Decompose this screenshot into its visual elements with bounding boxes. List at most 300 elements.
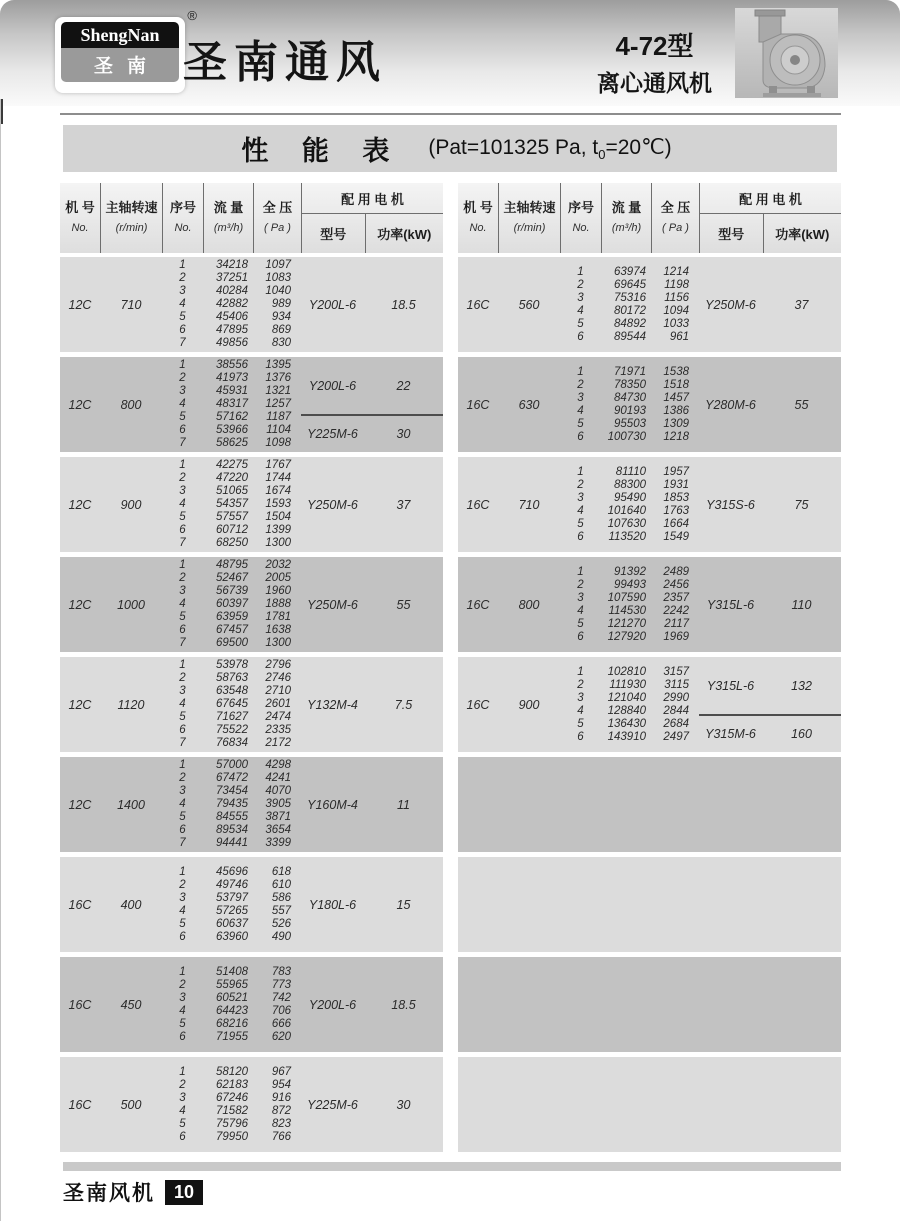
pressure-column bbox=[253, 357, 301, 452]
pressure-value: 2990 bbox=[663, 691, 689, 704]
motor-column bbox=[301, 557, 443, 652]
pressure-column bbox=[253, 557, 301, 652]
seq-value: 6 bbox=[179, 930, 186, 943]
pressure-value: 3654 bbox=[265, 824, 291, 836]
pressure-column bbox=[253, 657, 301, 752]
flow-value: 75522 bbox=[216, 724, 248, 736]
flow-value: 79435 bbox=[216, 798, 248, 810]
fan-data-block bbox=[458, 657, 841, 752]
flow-value: 67645 bbox=[216, 698, 248, 710]
seq-value: 4 bbox=[577, 304, 584, 317]
seq-value: 5 bbox=[179, 811, 186, 823]
seq-value: 2 bbox=[179, 472, 186, 484]
machine-no-cell: 16C bbox=[466, 297, 490, 312]
condition-suffix: =20℃) bbox=[605, 135, 672, 159]
motor-model: Y315S-6 bbox=[706, 497, 755, 512]
seq-value: 7 bbox=[179, 837, 186, 849]
seq-value: 3 bbox=[577, 591, 584, 604]
machine-no-cell: 12C bbox=[68, 597, 92, 612]
fan-product-image bbox=[735, 8, 838, 98]
seq-value: 3 bbox=[179, 685, 186, 697]
seq-value: 6 bbox=[179, 1130, 186, 1143]
flow-value: 38556 bbox=[216, 359, 248, 371]
motor-power: 160 bbox=[791, 727, 812, 741]
flow-value: 60637 bbox=[216, 917, 248, 930]
pressure-value: 4241 bbox=[265, 772, 291, 784]
machine-no-cell: 16C bbox=[68, 1097, 92, 1112]
motor-column bbox=[699, 457, 841, 552]
seq-value: 2 bbox=[577, 278, 584, 291]
table-title: 性 能 表 bbox=[241, 136, 403, 166]
pressure-value: 1214 bbox=[663, 265, 689, 278]
flow-value: 75316 bbox=[614, 291, 646, 304]
empty-block bbox=[458, 1057, 841, 1152]
seq-value: 5 bbox=[577, 617, 584, 630]
machine-no-cell: 16C bbox=[466, 497, 490, 512]
fan-data-block bbox=[60, 757, 443, 852]
speed-cell: 710 bbox=[518, 497, 540, 512]
machine-no-cell: 12C bbox=[68, 297, 92, 312]
pressure-value: 1094 bbox=[663, 304, 689, 317]
speed-cell: 1400 bbox=[117, 797, 145, 812]
flow-column bbox=[203, 757, 253, 852]
header-motor bbox=[301, 183, 443, 253]
pressure-value: 1257 bbox=[265, 398, 291, 410]
motor-model: Y315L-6 bbox=[706, 597, 755, 612]
pressure-value: 1386 bbox=[663, 404, 689, 417]
motor-model: Y200L-6 bbox=[308, 997, 357, 1012]
seq-value: 1 bbox=[577, 265, 584, 278]
seq-value: 3 bbox=[179, 385, 186, 397]
pressure-value: 773 bbox=[271, 978, 291, 991]
pressure-value: 2601 bbox=[265, 698, 291, 710]
seq-value: 3 bbox=[179, 485, 186, 497]
flow-value: 90193 bbox=[614, 404, 646, 417]
motor-cell bbox=[699, 357, 841, 452]
flow-column bbox=[601, 657, 651, 752]
flow-value: 37251 bbox=[216, 272, 248, 284]
motor-model: Y225M-6 bbox=[307, 1097, 358, 1112]
product-model-info bbox=[597, 26, 712, 98]
pressure-value: 4298 bbox=[265, 759, 291, 771]
seq-column bbox=[560, 257, 601, 352]
flow-value: 113520 bbox=[608, 530, 646, 543]
flow-value: 64423 bbox=[216, 1004, 248, 1017]
header-motor-subrow bbox=[700, 214, 841, 253]
seq-value: 2 bbox=[179, 672, 186, 684]
speed-cell: 710 bbox=[120, 297, 142, 312]
flow-value: 47220 bbox=[216, 472, 248, 484]
flow-value: 81110 bbox=[615, 465, 646, 478]
motor-model: Y280M-6 bbox=[705, 397, 756, 412]
flow-value: 80172 bbox=[614, 304, 646, 317]
pressure-value: 2497 bbox=[663, 730, 689, 743]
pressure-value: 2489 bbox=[663, 565, 689, 578]
seq-column bbox=[162, 857, 203, 952]
pressure-value: 1593 bbox=[265, 498, 291, 510]
motor-power: 55 bbox=[396, 597, 411, 612]
pressure-value: 1518 bbox=[663, 378, 689, 391]
motor-model: Y180L-6 bbox=[308, 897, 357, 912]
flow-value: 55965 bbox=[216, 978, 248, 991]
header-seq-cn: 序号 bbox=[169, 200, 196, 215]
speed-cell: 800 bbox=[518, 597, 540, 612]
seq-value: 2 bbox=[577, 478, 584, 491]
motor-column bbox=[301, 657, 443, 752]
flow-value: 107630 bbox=[607, 517, 646, 530]
pressure-value: 1309 bbox=[663, 417, 689, 430]
motor-model: Y200L-6 bbox=[308, 297, 357, 312]
seq-value: 6 bbox=[179, 824, 186, 836]
seq-value: 3 bbox=[179, 891, 186, 904]
pressure-value: 2684 bbox=[663, 717, 689, 730]
motor-model: Y200L-6 bbox=[308, 378, 357, 393]
seq-value: 7 bbox=[179, 537, 186, 549]
seq-column bbox=[162, 457, 203, 552]
seq-value: 7 bbox=[179, 737, 186, 749]
flow-column bbox=[203, 357, 253, 452]
seq-value: 7 bbox=[179, 437, 186, 449]
pressure-value: 2357 bbox=[663, 591, 689, 604]
seq-value: 4 bbox=[179, 798, 186, 810]
seq-value: 6 bbox=[179, 424, 186, 436]
motor-cell bbox=[301, 257, 443, 352]
pressure-value: 869 bbox=[271, 324, 291, 336]
seq-column bbox=[560, 357, 601, 452]
flow-value: 71955 bbox=[216, 1030, 248, 1043]
pressure-value: 1744 bbox=[265, 472, 291, 484]
empty-block bbox=[458, 857, 841, 952]
seq-value: 3 bbox=[577, 691, 584, 704]
motor-power: 110 bbox=[791, 597, 812, 612]
motor-power: 15 bbox=[396, 897, 411, 912]
flow-value: 58625 bbox=[216, 437, 248, 449]
seq-value: 2 bbox=[179, 572, 186, 584]
header-seq-sub: No. bbox=[572, 222, 590, 234]
pressure-value: 557 bbox=[271, 904, 291, 917]
flow-value: 84892 bbox=[614, 317, 646, 330]
pressure-value: 2456 bbox=[663, 578, 689, 591]
pressure-column bbox=[253, 957, 301, 1052]
pressure-value: 2172 bbox=[265, 737, 291, 749]
flow-column bbox=[203, 557, 253, 652]
flow-value: 53966 bbox=[216, 424, 248, 436]
seq-column bbox=[162, 557, 203, 652]
seq-value: 6 bbox=[179, 724, 186, 736]
header-machine-no bbox=[458, 183, 498, 253]
pressure-value: 3157 bbox=[663, 665, 689, 678]
seq-column bbox=[560, 657, 601, 752]
seq-column bbox=[162, 757, 203, 852]
flow-column bbox=[203, 257, 253, 352]
flow-value: 41973 bbox=[216, 372, 248, 384]
pressure-value: 961 bbox=[669, 330, 689, 343]
fan-data-block bbox=[60, 657, 443, 752]
header-flow-cn: 流 量 bbox=[213, 200, 244, 215]
seq-value: 2 bbox=[179, 272, 186, 284]
flow-column bbox=[601, 557, 651, 652]
flow-value: 51065 bbox=[216, 485, 248, 497]
header-pressure bbox=[651, 183, 699, 253]
pressure-value: 1300 bbox=[265, 537, 291, 549]
pressure-column bbox=[651, 457, 699, 552]
flow-value: 67472 bbox=[216, 772, 248, 784]
centrifugal-fan-illustration bbox=[735, 8, 838, 98]
pressure-value: 610 bbox=[271, 878, 291, 891]
seq-value: 5 bbox=[179, 1117, 186, 1130]
pressure-value: 1399 bbox=[265, 524, 291, 536]
motor-cell bbox=[699, 457, 841, 552]
motor-model: Y250M-6 bbox=[705, 297, 756, 312]
motor-power: 11 bbox=[397, 797, 410, 812]
flow-value: 40284 bbox=[216, 285, 248, 297]
pressure-value: 783 bbox=[271, 965, 291, 978]
header-motor-power: 功率(kW) bbox=[763, 214, 841, 253]
seq-value: 5 bbox=[577, 717, 584, 730]
header-flow bbox=[203, 183, 253, 253]
flow-value: 71582 bbox=[216, 1104, 248, 1117]
machine-no-cell: 16C bbox=[466, 397, 490, 412]
pressure-value: 1853 bbox=[663, 491, 689, 504]
motor-cell bbox=[301, 1057, 443, 1152]
flow-value: 57162 bbox=[216, 411, 248, 423]
header-motor-model: 型号 bbox=[718, 227, 745, 242]
flow-value: 127920 bbox=[607, 630, 646, 643]
seq-value: 4 bbox=[179, 698, 186, 710]
seq-value: 6 bbox=[577, 530, 584, 543]
logo-brand-cn: 圣南 bbox=[61, 48, 179, 82]
flow-value: 49856 bbox=[216, 337, 248, 349]
pressure-value: 1156 bbox=[664, 291, 689, 304]
flow-value: 76834 bbox=[216, 737, 248, 749]
seq-value: 4 bbox=[179, 298, 186, 310]
seq-value: 5 bbox=[179, 511, 186, 523]
performance-table-title-bar bbox=[63, 125, 837, 172]
pressure-value: 1664 bbox=[663, 517, 689, 530]
seq-column bbox=[162, 957, 203, 1052]
motor-column bbox=[301, 957, 443, 1052]
flow-value: 47895 bbox=[216, 324, 248, 336]
seq-value: 7 bbox=[179, 637, 186, 649]
flow-value: 57000 bbox=[216, 759, 248, 771]
header-shaft-speed bbox=[498, 183, 560, 253]
flow-value: 101640 bbox=[607, 504, 646, 517]
motor-cell bbox=[301, 757, 443, 852]
pressure-value: 1198 bbox=[664, 278, 689, 291]
flow-value: 88300 bbox=[614, 478, 646, 491]
table-body-left bbox=[60, 257, 443, 1152]
header-machine-sub: No. bbox=[71, 222, 89, 234]
header-flow-sub: (m³/h) bbox=[611, 222, 642, 234]
fan-data-block bbox=[60, 957, 443, 1052]
machine-no-cell: 16C bbox=[68, 897, 92, 912]
motor-power: 7.5 bbox=[394, 697, 413, 712]
flow-value: 56739 bbox=[216, 585, 248, 597]
machine-no-cell: 16C bbox=[68, 997, 92, 1012]
pressure-value: 1888 bbox=[265, 598, 291, 610]
pressure-value: 916 bbox=[271, 1091, 291, 1104]
seq-value: 4 bbox=[577, 704, 584, 717]
motor-column bbox=[301, 357, 443, 452]
pressure-value: 2710 bbox=[265, 685, 291, 697]
motor-power: 132 bbox=[791, 678, 812, 693]
seq-value: 5 bbox=[179, 611, 186, 623]
pressure-value: 742 bbox=[271, 991, 291, 1004]
flow-value: 114530 bbox=[608, 604, 646, 617]
pressure-value: 1960 bbox=[265, 585, 291, 597]
seq-value: 5 bbox=[179, 311, 186, 323]
seq-value: 2 bbox=[577, 678, 584, 691]
seq-value: 1 bbox=[179, 759, 186, 771]
pressure-value: 2844 bbox=[663, 704, 689, 717]
motor-cell bbox=[301, 857, 443, 952]
seq-value: 6 bbox=[179, 624, 186, 636]
fan-data-block bbox=[458, 457, 841, 552]
flow-value: 71971 bbox=[614, 365, 646, 378]
flow-value: 67246 bbox=[216, 1091, 248, 1104]
header-pressure bbox=[253, 183, 301, 253]
flow-value: 45406 bbox=[216, 311, 248, 323]
seq-value: 1 bbox=[179, 359, 186, 371]
pressure-value: 526 bbox=[271, 917, 291, 930]
pressure-value: 1083 bbox=[265, 272, 291, 284]
header-flow-cn: 流 量 bbox=[611, 200, 642, 215]
pressure-value: 706 bbox=[271, 1004, 291, 1017]
flow-value: 84730 bbox=[614, 391, 646, 404]
pressure-value: 872 bbox=[271, 1104, 291, 1117]
pressure-value: 4070 bbox=[265, 785, 291, 797]
seq-value: 4 bbox=[179, 598, 186, 610]
pressure-value: 967 bbox=[271, 1065, 291, 1078]
header-seq-no bbox=[560, 183, 601, 253]
flow-value: 89534 bbox=[216, 824, 248, 836]
motor-power: 37 bbox=[396, 497, 411, 512]
header-pressure-sub: ( Pa ) bbox=[264, 222, 291, 234]
motor-model: Y225M-6 bbox=[307, 427, 358, 441]
motor-cell bbox=[699, 557, 841, 652]
machine-no-cell: 16C bbox=[466, 597, 490, 612]
speed-cell: 560 bbox=[518, 297, 540, 312]
speed-cell: 1120 bbox=[117, 697, 145, 712]
seq-value: 6 bbox=[179, 524, 186, 536]
seq-value: 5 bbox=[179, 711, 186, 723]
flow-value: 45696 bbox=[216, 865, 248, 878]
header-motor-model: 型号 bbox=[320, 227, 347, 242]
performance-tables bbox=[60, 183, 841, 1157]
header-seq-sub: No. bbox=[174, 222, 192, 234]
seq-value: 4 bbox=[577, 504, 584, 517]
seq-value: 2 bbox=[179, 878, 186, 891]
pressure-column bbox=[253, 1057, 301, 1152]
header-machine-cn: 机 号 bbox=[65, 200, 95, 215]
seq-value: 1 bbox=[577, 565, 584, 578]
fan-data-block bbox=[458, 357, 841, 452]
table-header-row bbox=[60, 183, 443, 253]
flow-value: 84555 bbox=[216, 811, 248, 823]
pressure-value: 1538 bbox=[663, 365, 689, 378]
flow-value: 42275 bbox=[216, 459, 248, 471]
pressure-value: 1638 bbox=[265, 624, 291, 636]
flow-value: 49746 bbox=[216, 878, 248, 891]
flow-value: 48795 bbox=[216, 559, 248, 571]
model-type: 离心通风机 bbox=[597, 70, 712, 96]
pressure-value: 1457 bbox=[663, 391, 689, 404]
motor-column bbox=[301, 757, 443, 852]
flow-column bbox=[203, 1057, 253, 1152]
performance-table-left bbox=[60, 183, 443, 1157]
pressure-value: 2474 bbox=[265, 711, 291, 723]
flow-column bbox=[601, 457, 651, 552]
flow-value: 95503 bbox=[614, 417, 646, 430]
table-body-right bbox=[458, 257, 841, 1152]
pressure-value: 3871 bbox=[265, 811, 291, 823]
motor-column bbox=[699, 657, 841, 752]
flow-column bbox=[203, 657, 253, 752]
seq-value: 5 bbox=[179, 917, 186, 930]
pressure-value: 1187 bbox=[266, 411, 291, 423]
fan-data-block bbox=[458, 257, 841, 352]
pressure-value: 1321 bbox=[265, 385, 291, 397]
flow-value: 52467 bbox=[216, 572, 248, 584]
motor-power: 18.5 bbox=[391, 997, 416, 1012]
flow-value: 99493 bbox=[614, 578, 646, 591]
pressure-value: 1395 bbox=[265, 359, 291, 371]
motor-column bbox=[301, 1057, 443, 1152]
flow-value: 60397 bbox=[216, 598, 248, 610]
flow-value: 121040 bbox=[607, 691, 646, 704]
model-number: 4-72型 bbox=[615, 31, 694, 61]
fan-data-block bbox=[60, 1057, 443, 1152]
motor-cell bbox=[301, 457, 443, 552]
flow-value: 63959 bbox=[216, 611, 248, 623]
motor-power: 22 bbox=[396, 378, 411, 393]
pressure-value: 1040 bbox=[265, 285, 291, 297]
header-motor-subrow bbox=[302, 214, 443, 253]
motor-power: 37 bbox=[794, 297, 809, 312]
flow-value: 54357 bbox=[216, 498, 248, 510]
flow-value: 143910 bbox=[607, 730, 646, 743]
flow-value: 107590 bbox=[607, 591, 646, 604]
condition-subscript: 0 bbox=[598, 147, 606, 163]
seq-value: 3 bbox=[179, 1091, 186, 1104]
seq-value: 3 bbox=[179, 785, 186, 797]
pressure-value: 2796 bbox=[265, 659, 291, 671]
machine-no-cell: 16C bbox=[466, 697, 490, 712]
pressure-value: 1674 bbox=[265, 485, 291, 497]
seq-value: 3 bbox=[577, 391, 584, 404]
header-shaft-speed bbox=[100, 183, 162, 253]
flow-value: 136430 bbox=[607, 717, 646, 730]
flow-value: 53797 bbox=[216, 891, 248, 904]
pressure-column bbox=[651, 357, 699, 452]
pressure-value: 3115 bbox=[664, 678, 689, 691]
company-title: 圣南通风 bbox=[183, 38, 387, 87]
flow-value: 69645 bbox=[614, 278, 646, 291]
header-machine-cn: 机 号 bbox=[463, 200, 493, 215]
performance-table-right bbox=[458, 183, 841, 1157]
flow-column bbox=[203, 957, 253, 1052]
flow-value: 78350 bbox=[614, 378, 646, 391]
pressure-value: 1033 bbox=[663, 317, 689, 330]
seq-value: 5 bbox=[577, 417, 584, 430]
motor-cell bbox=[301, 957, 443, 1052]
seq-value: 4 bbox=[179, 498, 186, 510]
flow-value: 63974 bbox=[614, 265, 646, 278]
pressure-value: 2117 bbox=[664, 617, 689, 630]
motor-cell bbox=[699, 714, 841, 752]
seq-value: 3 bbox=[577, 291, 584, 304]
table-bottom-bar bbox=[63, 1162, 841, 1171]
